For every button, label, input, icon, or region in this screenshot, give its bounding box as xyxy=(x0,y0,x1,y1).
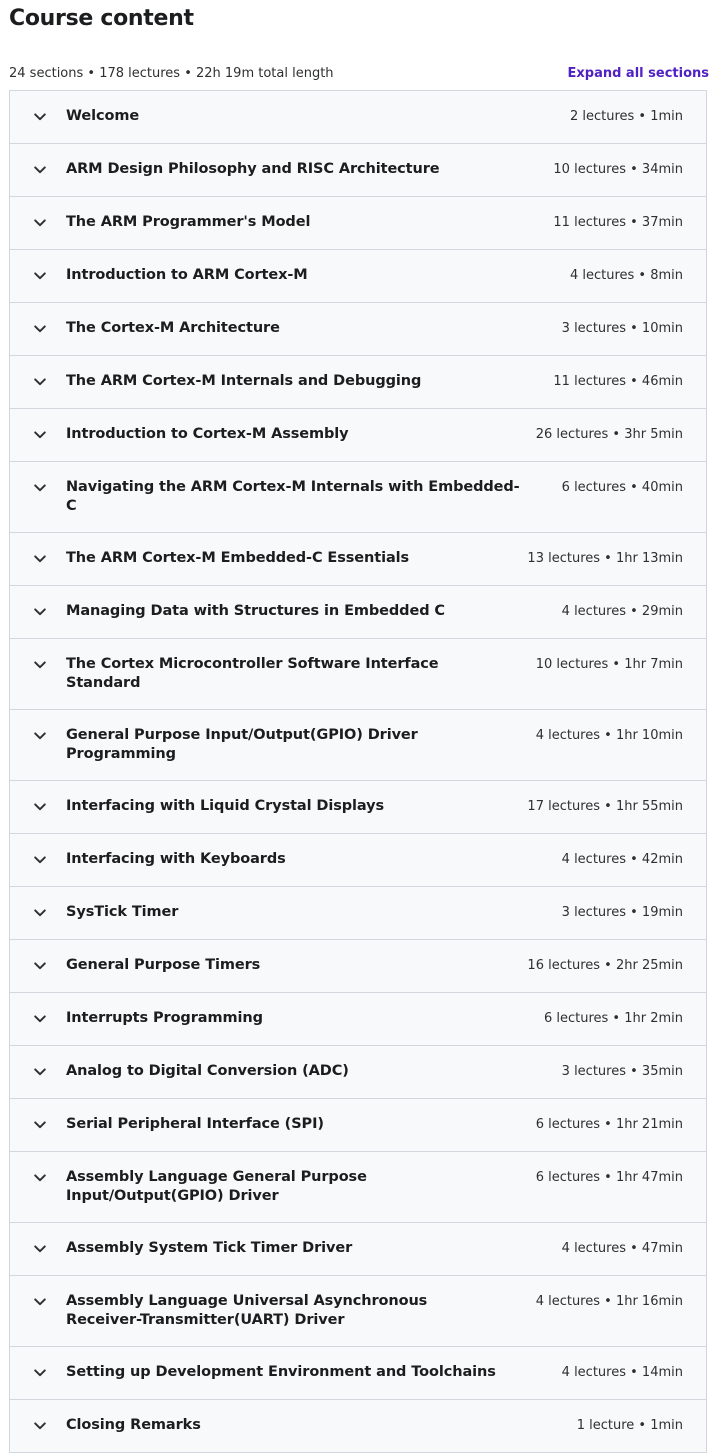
section-title: Closing Remarks xyxy=(66,1417,201,1433)
section-row[interactable] xyxy=(10,1347,706,1400)
section-title: The ARM Cortex-M Embedded-C Essentials xyxy=(66,550,410,566)
section-meta: 11 lectures • 37min xyxy=(553,215,683,230)
section-row[interactable] xyxy=(10,1152,706,1223)
section-row[interactable] xyxy=(10,1046,706,1099)
chevron-down-icon[interactable] xyxy=(34,903,66,923)
section-title: Interfacing with Liquid Crystal Displays xyxy=(66,798,385,814)
section-row[interactable] xyxy=(10,409,706,462)
chevron-down-icon[interactable] xyxy=(34,602,66,622)
section-meta: 3 lectures • 35min xyxy=(561,1064,683,1079)
section-title: Managing Data with Structures in Embedded C xyxy=(66,603,445,619)
section-title: General Purpose Timers xyxy=(66,957,261,973)
section-meta: 1 lecture • 1min xyxy=(576,1418,683,1433)
section-row[interactable] xyxy=(10,781,706,834)
section-row[interactable] xyxy=(10,533,706,586)
chevron-down-icon[interactable] xyxy=(34,1168,66,1188)
chevron-down-icon[interactable] xyxy=(34,213,66,233)
section-row[interactable] xyxy=(10,710,706,781)
chevron-down-icon[interactable] xyxy=(34,1363,66,1383)
section-meta: 4 lectures • 8min xyxy=(569,268,683,283)
section-meta: 6 lectures • 1hr 47min xyxy=(535,1170,683,1185)
section-meta: 3 lectures • 19min xyxy=(561,905,683,920)
section-meta: 10 lectures • 34min xyxy=(553,162,683,177)
section-title: Interfacing with Keyboards xyxy=(66,851,286,867)
section-row[interactable] xyxy=(10,91,706,144)
section-title: Navigating the ARM Cortex-M Internals with Embedded-C xyxy=(66,479,520,514)
chevron-down-icon[interactable] xyxy=(34,478,66,498)
section-meta: 6 lectures • 40min xyxy=(561,480,683,495)
chevron-down-icon[interactable] xyxy=(34,956,66,976)
section-meta: 2 lectures • 1min xyxy=(569,109,683,124)
section-title: ARM Design Philosophy and RISC Architecture xyxy=(66,161,440,177)
sections-accordion xyxy=(9,90,707,1453)
section-row[interactable] xyxy=(10,887,706,940)
section-title: Analog to Digital Conversion (ADC) xyxy=(66,1063,349,1079)
chevron-down-icon[interactable] xyxy=(34,1062,66,1082)
section-title: Setting up Development Environment and Toolchains xyxy=(66,1364,496,1380)
section-meta: 4 lectures • 14min xyxy=(561,1365,683,1380)
section-meta: 4 lectures • 42min xyxy=(561,852,683,867)
section-title: The Cortex Microcontroller Software Interface Standard xyxy=(66,656,439,691)
chevron-down-icon[interactable] xyxy=(34,850,66,870)
section-meta: 3 lectures • 10min xyxy=(561,321,683,336)
section-meta: 4 lectures • 29min xyxy=(561,604,683,619)
section-row[interactable] xyxy=(10,303,706,356)
chevron-down-icon[interactable] xyxy=(34,1009,66,1029)
section-row[interactable] xyxy=(10,1223,706,1276)
section-title: The ARM Cortex-M Internals and Debugging xyxy=(66,373,422,389)
section-title: General Purpose Input/Output(GPIO) Driver Programming xyxy=(66,727,418,762)
section-row[interactable] xyxy=(10,1099,706,1152)
chevron-down-icon[interactable] xyxy=(34,1292,66,1312)
section-meta: 13 lectures • 1hr 13min xyxy=(527,551,683,566)
chevron-down-icon[interactable] xyxy=(34,107,66,127)
section-meta: 6 lectures • 1hr 2min xyxy=(543,1011,683,1026)
section-row[interactable] xyxy=(10,462,706,533)
chevron-down-icon[interactable] xyxy=(34,266,66,286)
section-row[interactable] xyxy=(10,1400,706,1453)
section-meta: 26 lectures • 3hr 5min xyxy=(535,427,683,442)
chevron-down-icon[interactable] xyxy=(34,1239,66,1259)
section-title: Serial Peripheral Interface (SPI) xyxy=(66,1116,324,1132)
section-row[interactable] xyxy=(10,144,706,197)
section-title: Interrupts Programming xyxy=(66,1010,263,1026)
chevron-down-icon[interactable] xyxy=(34,160,66,180)
course-summary: 24 sections • 178 lectures • 22h 19m total length xyxy=(9,65,334,81)
chevron-down-icon[interactable] xyxy=(34,549,66,569)
section-meta: 6 lectures • 1hr 21min xyxy=(535,1117,683,1132)
section-title: Assembly Language General Purpose Input/Output(GPIO) Driver xyxy=(66,1169,367,1204)
section-meta: 11 lectures • 46min xyxy=(553,374,683,389)
expand-all-sections-button[interactable]: Expand all sections xyxy=(567,65,709,81)
section-row[interactable] xyxy=(10,834,706,887)
section-title: Assembly Language Universal Asynchronous Receiver-Transmitter(UART) Driver xyxy=(66,1293,428,1328)
chevron-down-icon[interactable] xyxy=(34,655,66,675)
section-row[interactable] xyxy=(10,639,706,710)
chevron-down-icon[interactable] xyxy=(34,425,66,445)
section-meta: 4 lectures • 47min xyxy=(561,1241,683,1256)
chevron-down-icon[interactable] xyxy=(34,1416,66,1436)
section-meta: 4 lectures • 1hr 16min xyxy=(535,1294,683,1309)
section-row[interactable] xyxy=(10,993,706,1046)
section-title: The ARM Programmer's Model xyxy=(66,214,311,230)
section-row[interactable] xyxy=(10,356,706,409)
chevron-down-icon[interactable] xyxy=(34,726,66,746)
chevron-down-icon[interactable] xyxy=(34,372,66,392)
section-title: The Cortex-M Architecture xyxy=(66,320,280,336)
section-row[interactable] xyxy=(10,940,706,993)
section-title: Introduction to Cortex-M Assembly xyxy=(66,426,349,442)
chevron-down-icon[interactable] xyxy=(34,797,66,817)
section-row[interactable] xyxy=(10,1276,706,1347)
section-row[interactable] xyxy=(10,250,706,303)
section-row[interactable] xyxy=(10,586,706,639)
section-meta: 4 lectures • 1hr 10min xyxy=(535,728,683,743)
section-meta: 17 lectures • 1hr 55min xyxy=(527,799,683,814)
chevron-down-icon[interactable] xyxy=(34,319,66,339)
section-title: Introduction to ARM Cortex-M xyxy=(66,267,308,283)
section-title: Assembly System Tick Timer Driver xyxy=(66,1240,353,1256)
section-meta: 10 lectures • 1hr 7min xyxy=(535,657,683,672)
summary-row xyxy=(9,60,709,86)
section-title: Welcome xyxy=(66,108,140,124)
section-title: SysTick Timer xyxy=(66,904,179,920)
chevron-down-icon[interactable] xyxy=(34,1115,66,1135)
section-meta: 16 lectures • 2hr 25min xyxy=(527,958,683,973)
page-title: Course content xyxy=(9,6,194,31)
section-row[interactable] xyxy=(10,197,706,250)
